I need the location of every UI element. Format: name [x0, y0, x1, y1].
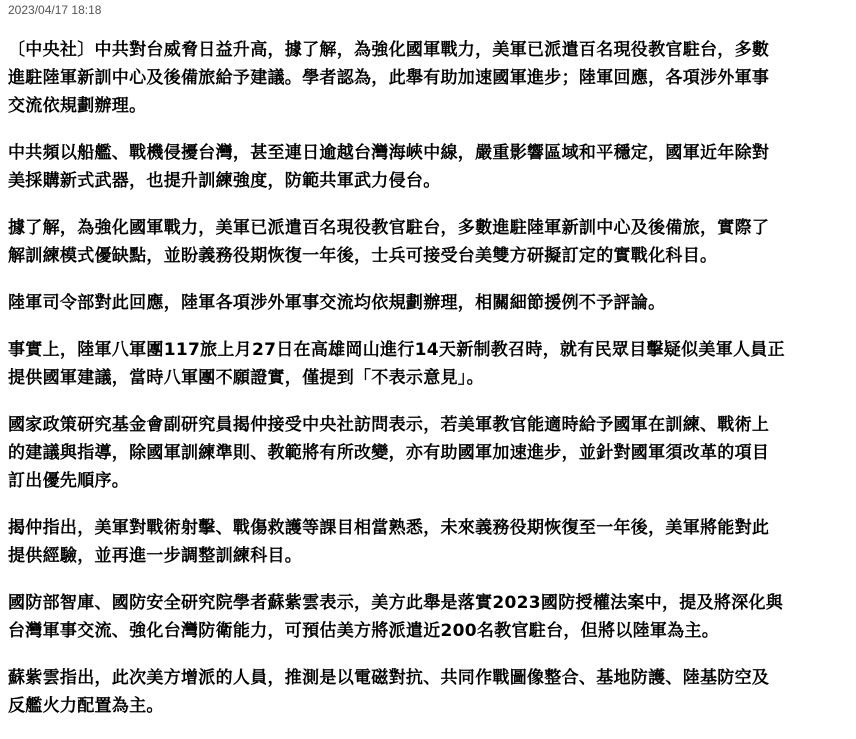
paragraph-line: 〔中央社〕中共對台威脅日益升高，據了解，為強化國軍戰力，美軍已派遣百名現役教官駐台，多數	[8, 40, 770, 60]
article-timestamp: 2023/04/17 18:18	[8, 3, 102, 17]
paragraph-line: 陸軍司令部對此回應，陸軍各項涉外軍事交流均依規劃辦理，相關細節援例不予評論。	[8, 293, 666, 313]
paragraph-line: 提供國軍建議，當時八軍團不願證實，僅提到「不表示意見」。	[8, 368, 484, 388]
paragraph-line: 據了解，為強化國軍戰力，美軍已派遣百名現役教官駐台，多數進駐陸軍新訓中心及後備旅，實際了	[8, 218, 770, 238]
paragraph-line: 美採購新式武器，也提升訓練強度，防範共軍武力侵台。	[8, 171, 441, 191]
paragraph-7	[8, 514, 808, 570]
paragraph-line: 提供經驗，並再進一步調整訓練科目。	[8, 546, 303, 566]
paragraph-line: 事實上，陸軍八軍團117旅上月27日在高雄岡山進行14天新制教召時，就有民眾目擊疑似美軍人員正	[8, 340, 785, 360]
paragraph-6	[8, 411, 808, 495]
paragraph-line: 反艦火力配置為主。	[8, 696, 164, 716]
paragraph-line: 中共頻以船艦、戰機侵擾台灣，甚至連日逾越台灣海峽中線，嚴重影響區域和平穩定，國軍近年除對	[8, 143, 770, 163]
paragraph-line: 國防部智庫、國防安全研究院學者蘇紫雲表示，美方此舉是落實2023國防授權法案中，提及將深化與	[8, 593, 784, 613]
paragraph-5	[8, 336, 808, 392]
paragraph-line: 國家政策研究基金會副研究員揭仲接受中央社訪問表示，若美軍教官能適時給予國軍在訓練、戰術上	[8, 415, 770, 435]
paragraph-line: 的建議與指導，除國軍訓練準則、教範將有所改變，亦有助國軍加速進步，並針對國軍須改革的項目	[8, 443, 770, 463]
paragraph-line: 訂出優先順序。	[8, 471, 130, 491]
article-body	[8, 36, 808, 739]
paragraph-line: 解訓練模式優缺點，並盼義務役期恢復一年後，士兵可接受台美雙方研擬訂定的實戰化科目。	[8, 246, 718, 266]
paragraph-line: 進駐陸軍新訓中心及後備旅給予建議。學者認為，此舉有助加速國軍進步；陸軍回應，各項涉外軍事	[8, 68, 770, 88]
paragraph-4	[8, 289, 808, 317]
paragraph-9	[8, 664, 808, 720]
paragraph-1	[8, 36, 808, 120]
paragraph-line: 台灣軍事交流、強化台灣防衛能力，可預估美方將派遣近200名教官駐台，但將以陸軍為主。	[8, 621, 720, 641]
paragraph-line: 揭仲指出，美軍對戰術射擊、戰傷救護等課目相當熟悉，未來義務役期恢復至一年後，美軍將能對此	[8, 518, 770, 538]
paragraph-8	[8, 589, 808, 645]
paragraph-line: 蘇紫雲指出，此次美方增派的人員，推測是以電磁對抗、共同作戰圖像整合、基地防護、陸基防空及	[8, 668, 770, 688]
paragraph-2	[8, 139, 808, 195]
paragraph-3	[8, 214, 808, 270]
paragraph-line: 交流依規劃辦理。	[8, 96, 147, 116]
